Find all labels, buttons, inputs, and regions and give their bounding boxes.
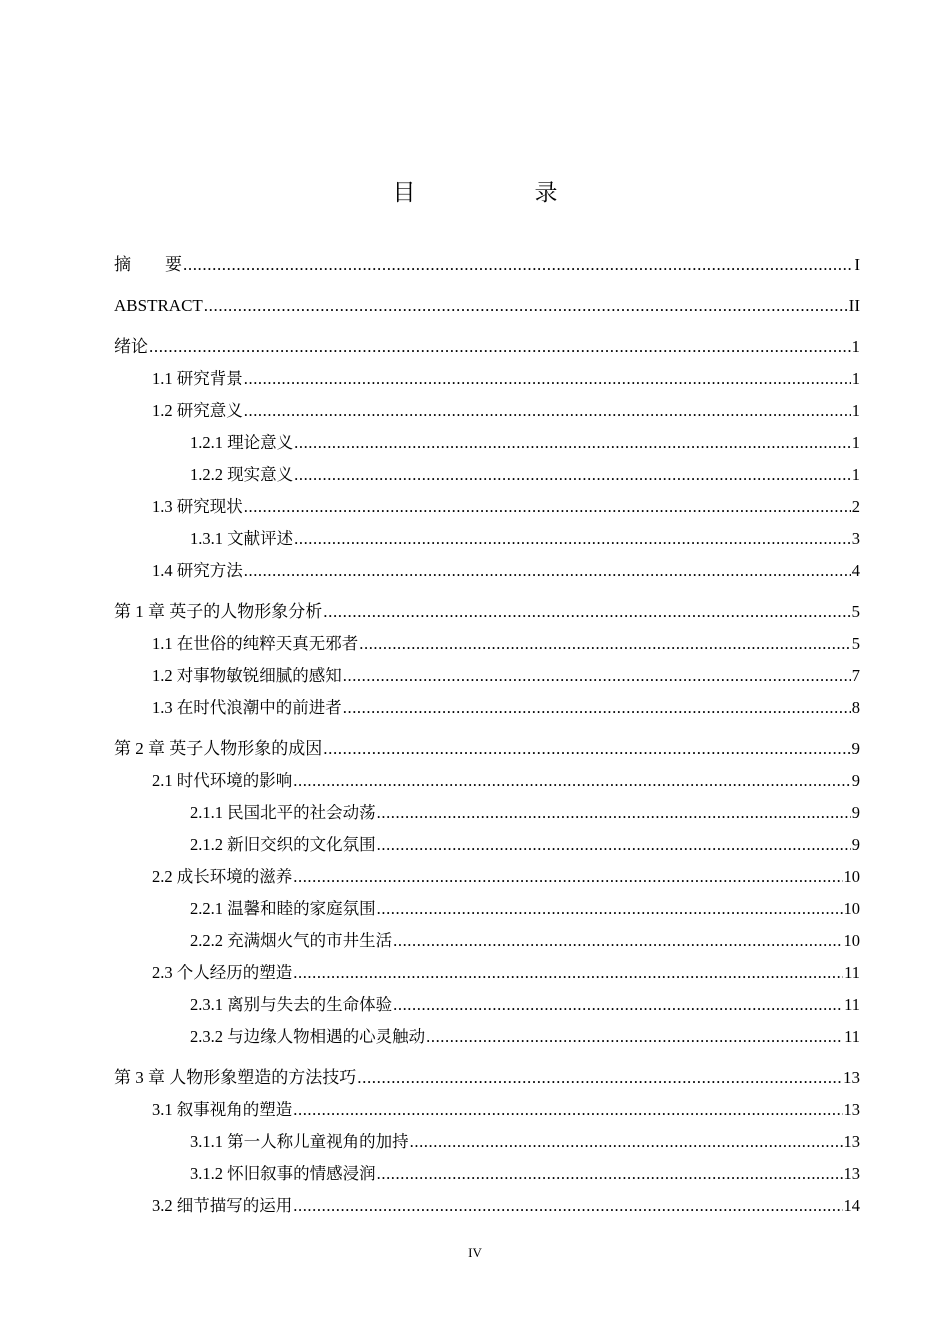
toc-leader-dots (377, 834, 851, 856)
toc-entry[interactable] (114, 291, 860, 317)
toc-entry-page-number: 13 (843, 1132, 860, 1151)
toc-entry[interactable] (152, 629, 860, 655)
toc-entry-page-number: 5 (851, 602, 860, 621)
toc-entry[interactable] (152, 1095, 860, 1121)
toc-leader-dots (183, 254, 853, 276)
toc-entry[interactable] (114, 597, 860, 623)
toc-entry-label: 3.2 细节描写的运用 (152, 1196, 293, 1215)
toc-entry[interactable] (114, 250, 860, 276)
toc-entry-page-number: 11 (844, 963, 860, 982)
toc-entry-page-number: 10 (843, 867, 860, 886)
toc-entry-page-number: 1 (851, 465, 860, 484)
toc-leader-dots (323, 738, 850, 760)
toc-entry[interactable] (114, 734, 860, 760)
toc-entry[interactable] (190, 830, 860, 856)
toc-leader-dots (244, 560, 851, 582)
toc-leader-dots (410, 1131, 843, 1153)
toc-entry-label: 第 1 章 英子的人物形象分析 (114, 602, 323, 621)
toc-leader-dots (293, 1099, 842, 1121)
toc-entry-label: 2.1 时代环境的影响 (152, 771, 293, 790)
toc-entry[interactable] (152, 862, 860, 888)
toc-entry[interactable] (190, 990, 860, 1016)
toc-entry-page-number: 9 (851, 739, 860, 758)
toc-leader-dots (426, 1026, 843, 1048)
toc-entry[interactable] (190, 460, 860, 486)
toc-entry-page-number: I (854, 255, 860, 274)
toc-entry[interactable] (190, 894, 860, 920)
toc-entry[interactable] (190, 1022, 860, 1048)
toc-entry-label: 1.2 对事物敏锐细腻的感知 (152, 666, 342, 685)
toc-leader-dots (359, 633, 851, 655)
page-title: 目 录 (392, 180, 606, 205)
toc-entry-page-number: 2 (851, 497, 860, 516)
toc-entry-label: 2.1.2 新旧交织的文化氛围 (190, 835, 376, 854)
toc-entry-page-number: 1 (851, 337, 860, 356)
toc-entry-page-number: 11 (844, 995, 860, 1014)
toc-entry-page-number: 7 (851, 666, 860, 685)
toc-entry[interactable] (152, 693, 860, 719)
toc-entry-label: 3.1.1 第一人称儿童视角的加持 (190, 1132, 409, 1151)
toc-entry-page-number: 13 (843, 1164, 860, 1183)
toc-entry-label: 1.3 在时代浪潮中的前进者 (152, 698, 342, 717)
toc-entry[interactable] (190, 926, 860, 952)
toc-leader-dots (293, 866, 842, 888)
toc-entry[interactable] (152, 958, 860, 984)
toc-entry-page-number: 14 (843, 1196, 860, 1215)
toc-entry-page-number: 1 (851, 369, 860, 388)
toc-entry-label: 1.2 研究意义 (152, 401, 243, 420)
toc-leader-dots (323, 601, 850, 623)
toc-leader-dots (393, 930, 842, 952)
toc-leader-dots (293, 770, 851, 792)
toc-entry-label: 摘 要 (114, 255, 182, 274)
toc-entry[interactable] (152, 396, 860, 422)
toc-leader-dots (149, 336, 851, 358)
toc-entry-label: 1.4 研究方法 (152, 561, 243, 580)
toc-entry-label: 2.3.1 离别与失去的生命体验 (190, 995, 393, 1014)
toc-entry-label: 2.3.2 与边缘人物相遇的心灵触动 (190, 1027, 426, 1046)
toc-entry-page-number: 1 (851, 401, 860, 420)
toc-leader-dots (244, 368, 851, 390)
toc-leader-dots (293, 1195, 842, 1217)
toc-entry[interactable] (190, 1159, 860, 1185)
toc-entry-label: 1.1 在世俗的纯粹天真无邪者 (152, 634, 359, 653)
toc-entry-label: 1.3 研究现状 (152, 497, 243, 516)
toc-entry-label: 2.1.1 民国北平的社会动荡 (190, 803, 376, 822)
toc-entry[interactable] (114, 332, 860, 358)
toc-entry-page-number: 3 (851, 529, 860, 548)
toc-entry-label: 1.3.1 文献评述 (190, 529, 294, 548)
toc-entry[interactable] (152, 556, 860, 582)
toc-entry[interactable] (152, 1191, 860, 1217)
toc-entry-page-number: 1 (851, 433, 860, 452)
toc-leader-dots (377, 898, 843, 920)
toc-leader-dots (204, 295, 848, 317)
toc-entry[interactable] (190, 428, 860, 454)
toc-entry-label: 2.2.2 充满烟火气的市井生活 (190, 931, 393, 950)
toc-entry-page-number: 9 (851, 835, 860, 854)
toc-entry-label: 2.2 成长环境的滋养 (152, 867, 293, 886)
toc-leader-dots (244, 496, 851, 518)
toc-entry-label: 绪论 (114, 337, 148, 356)
toc-entry[interactable] (190, 1127, 860, 1153)
toc-entry[interactable] (152, 661, 860, 687)
toc-entry[interactable] (190, 524, 860, 550)
toc-leader-dots (343, 697, 851, 719)
toc-entry-page-number: 11 (844, 1027, 860, 1046)
toc-entry-label: 1.2.2 现实意义 (190, 465, 294, 484)
toc-leader-dots (294, 432, 851, 454)
toc-entry-label: 2.2.1 温馨和睦的家庭氛围 (190, 899, 376, 918)
toc-entry-page-number: 10 (843, 931, 860, 950)
toc-entry-label: 3.1.2 怀旧叙事的情感浸润 (190, 1164, 376, 1183)
toc-entry[interactable] (152, 766, 860, 792)
toc-leader-dots (343, 665, 851, 687)
toc-entry[interactable] (114, 1063, 860, 1089)
toc-entry-page-number: 13 (843, 1068, 860, 1087)
toc-entry-label: 2.3 个人经历的塑造 (152, 963, 293, 982)
toc-entry-page-number: II (848, 296, 860, 315)
toc-leader-dots (244, 400, 851, 422)
toc-entry-page-number: 5 (851, 634, 860, 653)
toc-entry-page-number: 4 (851, 561, 860, 580)
toc-leader-dots (294, 528, 851, 550)
toc-entry-page-number: 9 (851, 771, 860, 790)
page-number-footer: IV (468, 1245, 482, 1260)
toc-entry[interactable] (152, 492, 860, 518)
toc-entry-label: 3.1 叙事视角的塑造 (152, 1100, 293, 1119)
toc-entry-label: 1.1 研究背景 (152, 369, 243, 388)
toc-leader-dots (393, 994, 843, 1016)
toc-entry-page-number: 9 (851, 803, 860, 822)
toc-leader-dots (377, 1163, 843, 1185)
toc-entry-label: 第 2 章 英子人物形象的成因 (114, 739, 323, 758)
toc-leader-dots (294, 464, 851, 486)
toc-entry-page-number: 8 (851, 698, 860, 717)
toc-entry-label: ABSTRACT (114, 296, 203, 315)
toc-entry[interactable] (152, 364, 860, 390)
toc-leader-dots (357, 1067, 842, 1089)
toc-entry[interactable] (190, 798, 860, 824)
toc-entry-label: 第 3 章 人物形象塑造的方法技巧 (114, 1068, 357, 1087)
toc-leader-dots (377, 802, 851, 824)
toc-leader-dots (293, 962, 843, 984)
toc-entry-page-number: 10 (843, 899, 860, 918)
toc-entry-label: 1.2.1 理论意义 (190, 433, 294, 452)
toc-entry-page-number: 13 (843, 1100, 860, 1119)
